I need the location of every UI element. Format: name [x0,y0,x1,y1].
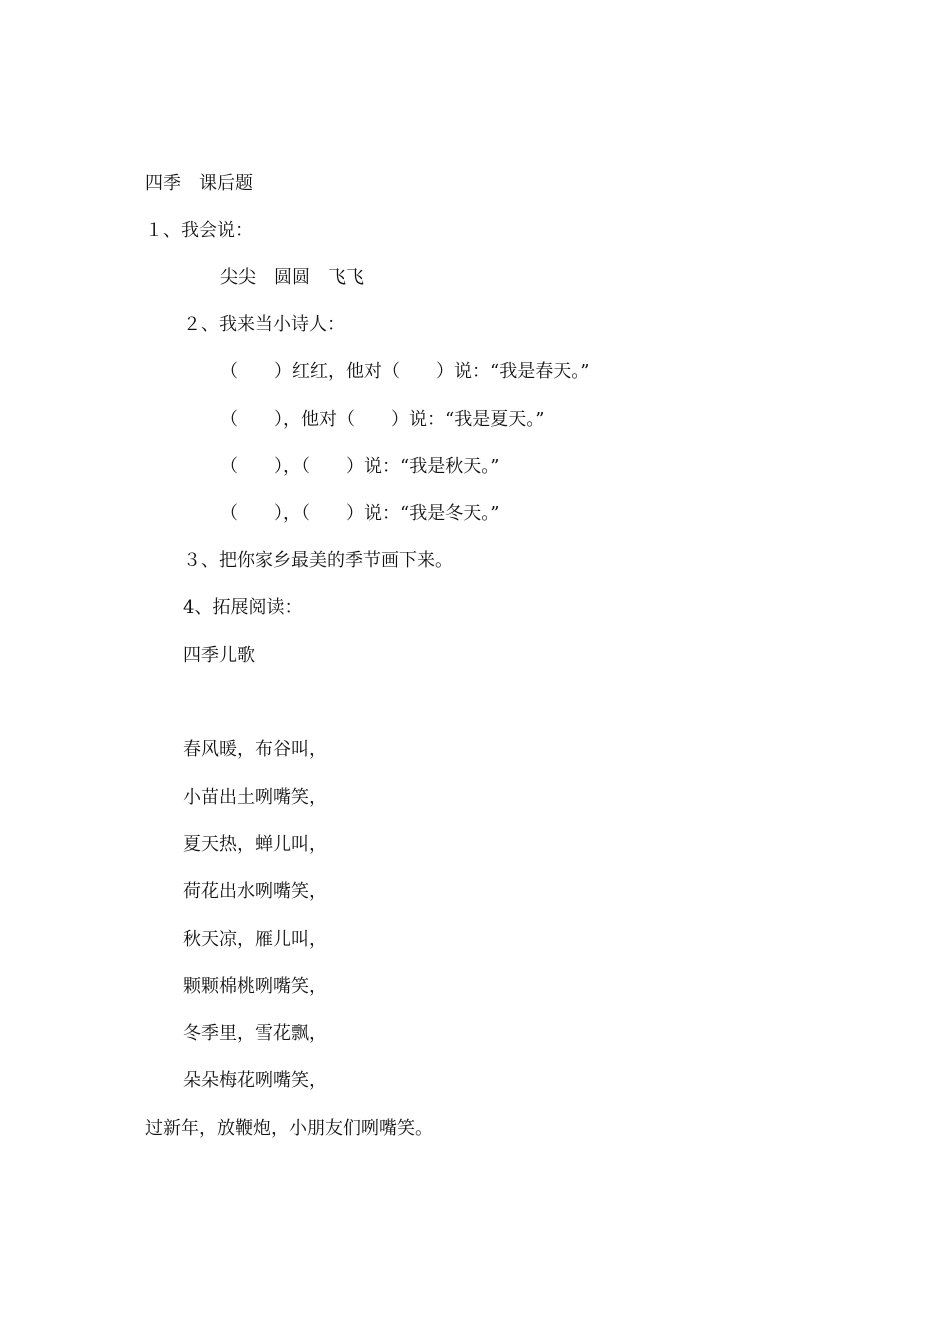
poem-exercise-line-summer: （ ），他对（ ）说：“我是夏天。” [220,409,545,430]
poem-line: 春风暖，布谷叫， [183,739,327,760]
poem-line: 荷花出水咧嘴笑， [183,881,327,902]
page-title: 四季 课后题 [145,173,253,194]
question-1-words: 尖尖 圆圆 飞飞 [220,267,364,288]
poem-line: 小苗出土咧嘴笑， [183,787,327,808]
poem-line: 夏天热，蝉儿叫， [183,834,327,855]
poem-line: 颗颗棉桃咧嘴笑， [183,976,327,997]
question-1-label: １、我会说： [145,220,253,241]
question-3-label: ３、把你家乡最美的季节画下来。 [183,550,453,571]
poem-exercise-line-winter: （ ），（ ）说：“我是冬天。” [220,503,500,524]
question-4-label: 4、拓展阅读： [183,597,303,618]
poem-last-line: 过新年，放鞭炮，小朋友们咧嘴笑。 [145,1118,433,1139]
poem-exercise-line-spring: （ ）红红，他对（ ）说：“我是春天。” [220,361,590,382]
poem-line: 冬季里，雪花飘， [183,1023,327,1044]
poem-title: 四季儿歌 [183,645,255,666]
poem-line: 秋天凉，雁儿叫， [183,929,327,950]
poem-line: 朵朵梅花咧嘴笑， [183,1070,327,1091]
poem-exercise-line-autumn: （ ），（ ）说：“我是秋天。” [220,456,500,477]
question-2-label: ２、我来当小诗人： [183,314,345,335]
